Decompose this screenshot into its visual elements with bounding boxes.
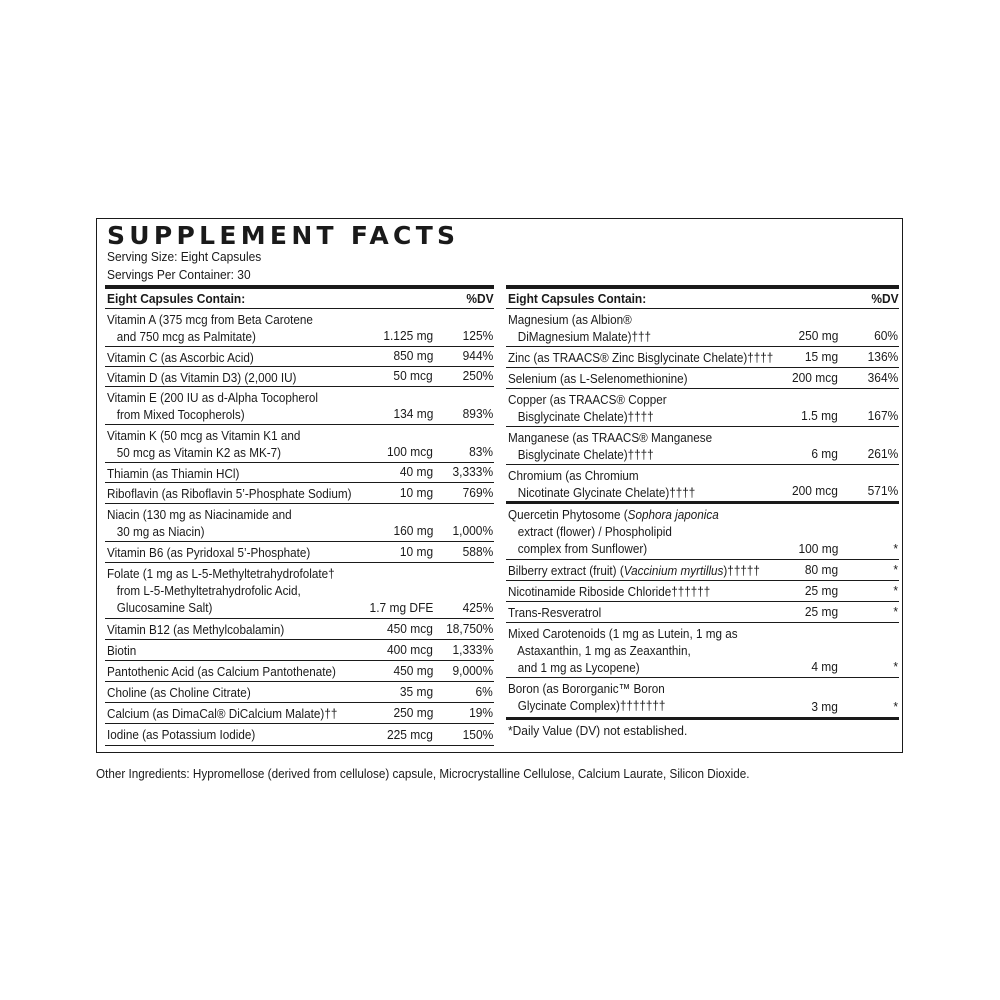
nutrient-daily-value: 9,000% bbox=[452, 663, 493, 678]
nutrient-row bbox=[105, 619, 494, 640]
panel-title: SUPPLEMENT FACTS bbox=[107, 221, 460, 250]
nutrient-daily-value: 18,750% bbox=[445, 621, 493, 636]
nutrient-daily-value: 6% bbox=[475, 684, 493, 699]
right-column bbox=[506, 285, 899, 742]
nutrient-name: Niacin (130 mg as Niacinamide and 30 mg as Niacin) bbox=[107, 507, 292, 539]
nutrient-amount: 225 mcg bbox=[387, 727, 433, 742]
nutrient-name: Vitamin A (375 mcg from Beta Carotene and 750 mcg as Palmitate) bbox=[107, 312, 313, 344]
nutrient-row bbox=[506, 309, 899, 347]
nutrient-name: Magnesium (as Albion® DiMagnesium Malate)††† bbox=[508, 312, 652, 344]
nutrient-daily-value: 571% bbox=[867, 483, 898, 498]
nutrient-amount: 100 mcg bbox=[387, 444, 433, 459]
nutrient-daily-value: * bbox=[893, 541, 898, 556]
nutrient-row bbox=[105, 367, 494, 387]
nutrient-daily-value: 19% bbox=[469, 705, 493, 720]
nutrient-amount: 25 mg bbox=[804, 604, 838, 619]
nutrient-row bbox=[105, 483, 494, 504]
nutrient-name-species: Vaccinium myrtillus bbox=[623, 563, 724, 578]
supplement-facts-panel bbox=[96, 218, 903, 753]
nutrient-name-species: Sophora japonica bbox=[627, 507, 719, 522]
nutrient-amount: 134 mg bbox=[393, 406, 433, 421]
nutrient-daily-value: 769% bbox=[462, 485, 493, 500]
nutrient-name: Nicotinamide Riboside Chloride†††††† bbox=[508, 584, 711, 599]
nutrient-name: Mixed Carotenoids (1 mg as Lutein, 1 mg as Astaxanthin, 1 mg as Zeaxanthin, and 1 mg as Lycopene) bbox=[508, 626, 738, 675]
nutrient-row bbox=[105, 387, 494, 425]
nutrient-amount: 400 mcg bbox=[387, 642, 433, 657]
nutrient-amount: 160 mg bbox=[393, 523, 433, 538]
nutrient-name: Vitamin D (as Vitamin D3) (2,000 IU) bbox=[107, 370, 297, 385]
right-nutrient-list bbox=[506, 309, 899, 717]
nutrient-amount: 250 mg bbox=[393, 705, 433, 720]
nutrient-name: Vitamin C (as Ascorbic Acid) bbox=[107, 350, 254, 365]
nutrient-amount: 4 mg bbox=[811, 659, 838, 674]
nutrient-amount: 450 mg bbox=[393, 663, 433, 678]
nutrient-row bbox=[105, 703, 494, 724]
nutrient-daily-value: 1,000% bbox=[452, 523, 493, 538]
nutrient-name: Selenium (as L-Selenomethionine) bbox=[508, 371, 688, 386]
nutrient-row bbox=[105, 724, 494, 746]
nutrient-amount: 10 mg bbox=[399, 485, 433, 500]
nutrient-daily-value: * bbox=[893, 583, 898, 598]
serving-size: Serving Size: Eight Capsules bbox=[107, 249, 262, 264]
nutrient-daily-value: 150% bbox=[462, 727, 493, 742]
nutrient-daily-value: 167% bbox=[867, 408, 898, 423]
nutrient-row bbox=[506, 347, 899, 368]
right-header-label: Eight Capsules Contain: bbox=[508, 291, 647, 306]
nutrient-daily-value: * bbox=[893, 604, 898, 619]
nutrient-daily-value: 125% bbox=[462, 328, 493, 343]
nutrient-row bbox=[105, 640, 494, 661]
nutrient-row bbox=[105, 504, 494, 542]
left-nutrient-list bbox=[105, 309, 494, 746]
nutrient-row bbox=[105, 542, 494, 563]
nutrient-name: Trans-Resveratrol bbox=[508, 605, 602, 620]
left-column bbox=[105, 285, 494, 746]
nutrient-daily-value: 1,333% bbox=[452, 642, 493, 657]
nutrient-name: Copper (as TRAACS® Copper Bisglycinate Chelate)†††† bbox=[508, 392, 667, 424]
nutrient-name: Choline (as Choline Citrate) bbox=[107, 685, 251, 700]
nutrient-name: Chromium (as Chromium Nicotinate Glycinate Chelate)†††† bbox=[508, 468, 696, 500]
nutrient-daily-value: * bbox=[893, 659, 898, 674]
nutrient-name-prefix: Quercetin Phytosome ( bbox=[508, 507, 628, 522]
nutrient-amount: 850 mg bbox=[393, 348, 433, 363]
left-column-header bbox=[105, 289, 494, 309]
left-header-dv: %DV bbox=[466, 291, 494, 306]
nutrient-daily-value: 944% bbox=[462, 348, 493, 363]
nutrient-name: Biotin bbox=[107, 643, 137, 658]
nutrient-name bbox=[508, 562, 760, 579]
nutrient-name: Calcium (as DimaCal® DiCalcium Malate)†† bbox=[107, 706, 338, 721]
nutrient-row bbox=[105, 463, 494, 483]
nutrient-amount: 250 mg bbox=[798, 328, 838, 343]
nutrient-row bbox=[506, 465, 899, 504]
nutrient-name: Boron (as Bororganic™ Boron Glycinate Complex)††††††† bbox=[508, 681, 666, 713]
nutrient-name: Thiamin (as Thiamin HCl) bbox=[107, 466, 240, 481]
nutrient-amount: 40 mg bbox=[399, 464, 433, 479]
nutrient-amount: 1.125 mg bbox=[383, 328, 433, 343]
nutrient-daily-value: 261% bbox=[867, 446, 898, 461]
nutrient-amount: 450 mcg bbox=[387, 621, 433, 636]
nutrient-daily-value: 425% bbox=[462, 600, 493, 615]
nutrient-name: Vitamin K (50 mcg as Vitamin K1 and 50 mcg as Vitamin K2 as MK-7) bbox=[107, 428, 301, 460]
left-header-label: Eight Capsules Contain: bbox=[107, 291, 246, 306]
nutrient-amount: 10 mg bbox=[399, 544, 433, 559]
nutrient-row bbox=[506, 504, 899, 560]
daily-value-footnote bbox=[506, 717, 899, 742]
nutrient-name-prefix: Bilberry extract (fruit) ( bbox=[508, 563, 624, 578]
nutrient-row bbox=[105, 661, 494, 682]
nutrient-name: Zinc (as TRAACS® Zinc Bisglycinate Chelate)†††† bbox=[508, 350, 774, 365]
nutrient-amount: 80 mg bbox=[804, 562, 838, 577]
nutrient-amount: 200 mcg bbox=[792, 370, 838, 385]
nutrient-amount: 3 mg bbox=[811, 699, 838, 714]
nutrient-name: Vitamin B12 (as Methylcobalamin) bbox=[107, 622, 285, 637]
servings-per-container: Servings Per Container: 30 bbox=[107, 267, 251, 282]
nutrient-name: Manganese (as TRAACS® Manganese Bisglycinate Chelate)†††† bbox=[508, 430, 713, 462]
nutrient-amount: 25 mg bbox=[804, 583, 838, 598]
nutrient-daily-value: * bbox=[893, 699, 898, 714]
nutrient-row bbox=[105, 682, 494, 703]
nutrient-row bbox=[506, 678, 899, 717]
nutrient-row bbox=[105, 309, 494, 347]
nutrient-row bbox=[506, 389, 899, 427]
nutrient-name-suffix: extract (flower) / Phospholipid complex from Sunflower) bbox=[517, 524, 672, 556]
nutrient-name bbox=[508, 506, 719, 557]
nutrient-amount: 200 mcg bbox=[792, 483, 838, 498]
nutrient-row bbox=[105, 563, 494, 619]
nutrient-name: Vitamin B6 (as Pyridoxal 5’-Phosphate) bbox=[107, 545, 311, 560]
nutrient-amount: 100 mg bbox=[798, 541, 838, 556]
nutrient-name-suffix: )††††† bbox=[723, 563, 760, 578]
nutrient-row bbox=[506, 368, 899, 389]
nutrient-row bbox=[506, 427, 899, 465]
nutrient-row bbox=[506, 602, 899, 623]
nutrient-daily-value: 83% bbox=[469, 444, 493, 459]
nutrient-amount: 15 mg bbox=[804, 349, 838, 364]
right-column-header bbox=[506, 289, 899, 309]
nutrient-amount: 1.7 mg DFE bbox=[369, 600, 433, 615]
nutrient-daily-value: 588% bbox=[462, 544, 493, 559]
nutrient-name: Iodine (as Potassium Iodide) bbox=[107, 727, 256, 742]
other-ingredients: Other Ingredients: Hypromellose (derived from cellulose) capsule, Microcrystalline Cellulose, Calcium Laurate, Silicon Dioxide. bbox=[96, 766, 750, 781]
nutrient-daily-value: * bbox=[893, 562, 898, 577]
right-header-dv: %DV bbox=[871, 291, 899, 306]
nutrient-row bbox=[506, 560, 899, 581]
nutrient-daily-value: 60% bbox=[874, 328, 898, 343]
nutrient-amount: 50 mcg bbox=[393, 368, 433, 383]
nutrient-daily-value: 3,333% bbox=[452, 464, 493, 479]
nutrient-amount: 1.5 mg bbox=[801, 408, 838, 423]
nutrient-name: Pantothenic Acid (as Calcium Pantothenate) bbox=[107, 664, 336, 679]
nutrient-row bbox=[105, 425, 494, 463]
nutrient-row bbox=[506, 581, 899, 602]
nutrient-row bbox=[506, 623, 899, 678]
footnote-text: *Daily Value (DV) not established. bbox=[508, 723, 688, 738]
nutrient-name: Riboflavin (as Riboflavin 5’-Phosphate Sodium) bbox=[107, 486, 352, 501]
nutrient-amount: 6 mg bbox=[811, 446, 838, 461]
nutrient-name: Vitamin E (200 IU as d-Alpha Tocopherol from Mixed Tocopherols) bbox=[107, 390, 318, 422]
nutrient-daily-value: 364% bbox=[867, 370, 898, 385]
nutrient-name: Folate (1 mg as L-5-Methyltetrahydrofolate† from L-5-Methyltetrahydrofolic Acid, Glucosamine Salt) bbox=[107, 566, 335, 615]
nutrient-daily-value: 250% bbox=[462, 368, 493, 383]
nutrient-daily-value: 893% bbox=[462, 406, 493, 421]
nutrient-row bbox=[105, 347, 494, 367]
nutrient-amount: 35 mg bbox=[399, 684, 433, 699]
nutrient-daily-value: 136% bbox=[867, 349, 898, 364]
